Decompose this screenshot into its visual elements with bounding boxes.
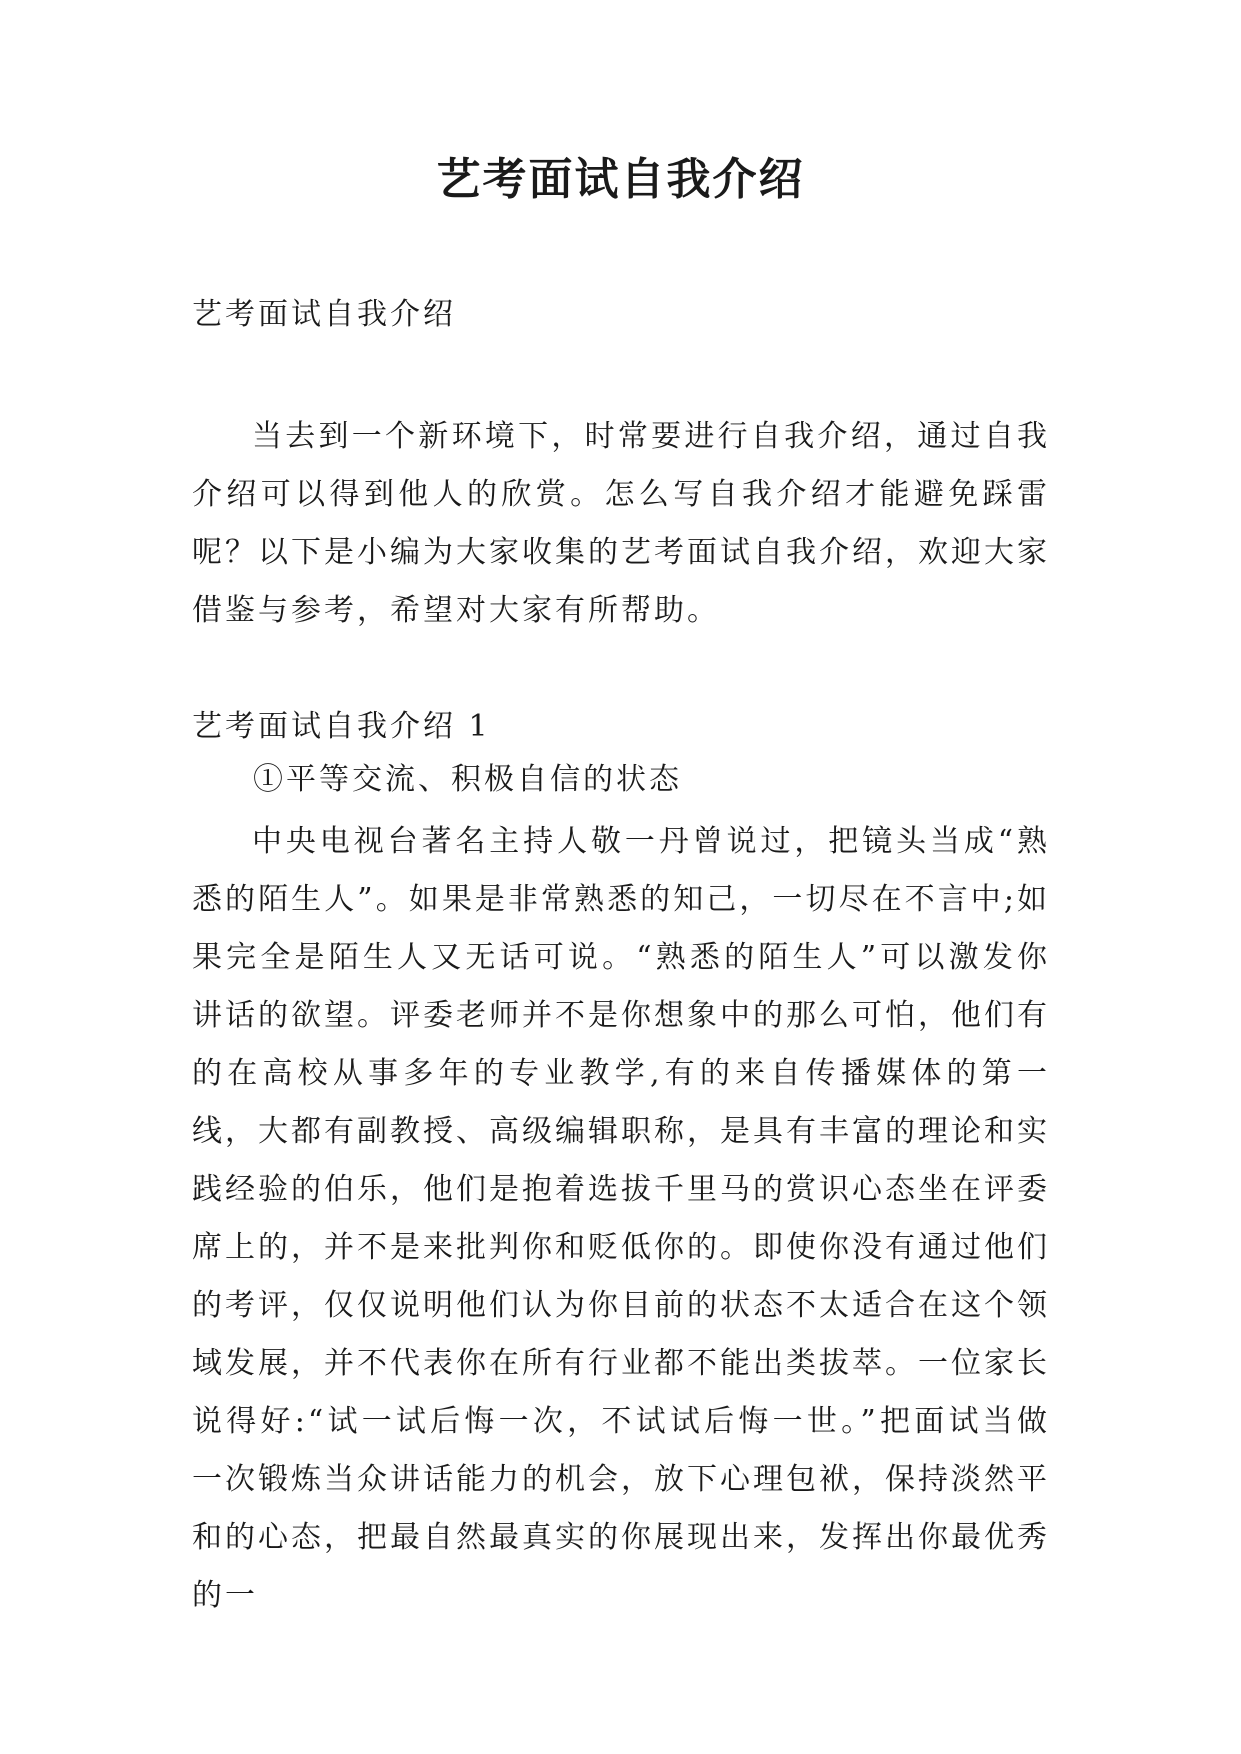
body-paragraph: 中央电视台著名主持人敬一丹曾说过，把镜头当成“熟悉的陌生人”。如果是非常熟悉的知己，一切尽在不言中;如果完全是陌生人又无话可说。“熟悉的陌生人”可以激发你讲话的欲望。评委老师并不是你想象中的那么可怕，他们有的在高校从事多年的专业教学,有的来自传播媒体的第一线，大都有副教授、高级编辑职称，是具有丰富的理论和实践经验的伯乐，他们是抱着选拔千里马的赏识心态坐在评委席上的，并不是来批判你和贬低你的。即使你没有通过他们的考评，仅仅说明他们认为你目前的状态不太适合在这个领域发展，并不代表你在所有行业都不能出类拔萃。一位家长说得好:“试一试后悔一次，不试试后悔一世。”把面试当做一次锻炼当众讲话能力的机会，放下心理包袱，保持淡然平和的心态，把最自然最真实的你展现出来，发挥出你最优秀的一 [192, 824, 1050, 1613]
document-title: 艺考面试自我介绍 [436, 154, 805, 205]
point-heading: ①平等交流、积极自信的状态 [253, 762, 682, 797]
section-heading: 艺考面试自我介绍 1 [192, 709, 491, 744]
document-subtitle: 艺考面试自我介绍 [192, 297, 456, 332]
intro-paragraph: 当去到一个新环境下，时常要进行自我介绍，通过自我介绍可以得到他人的欣赏。怎么写自我介绍才能避免踩雷呢？以下是小编为大家收集的艺考面试自我介绍，欢迎大家借鉴与参考，希望对大家有所帮助。 [192, 419, 1050, 628]
